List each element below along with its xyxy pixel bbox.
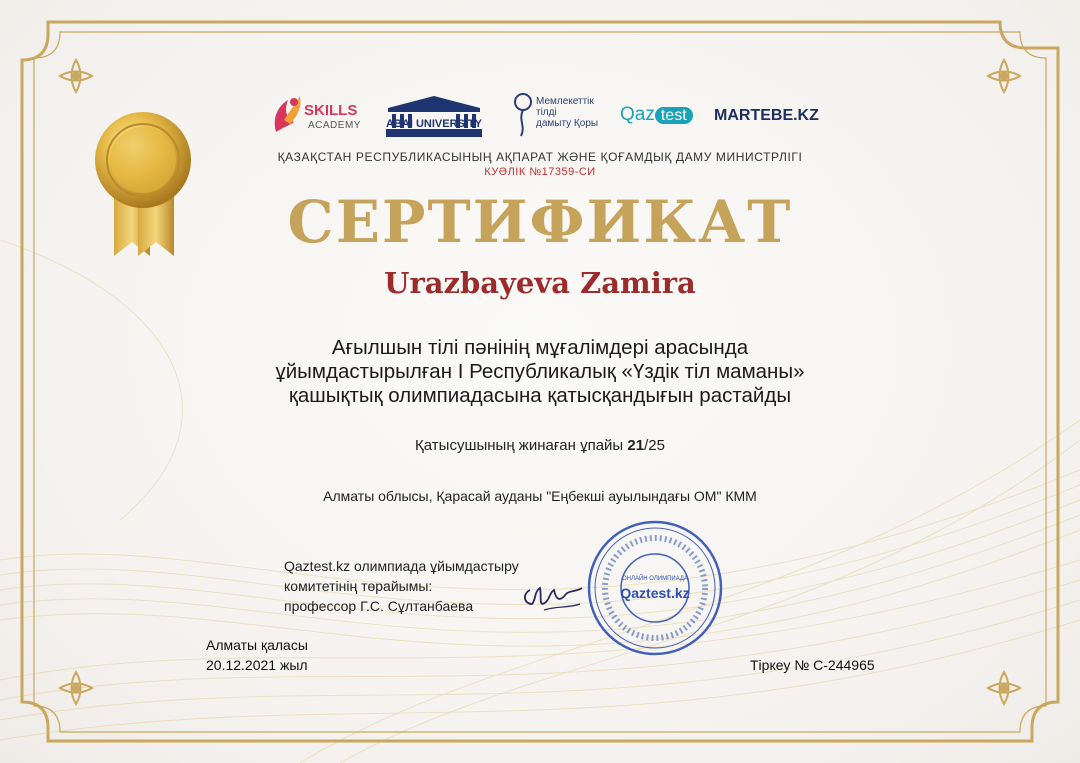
abai-logo-text: ABAI UNIVERSITY xyxy=(386,118,482,130)
partner-logos xyxy=(270,92,819,142)
recipient-name: Urazbayeva Zamira xyxy=(384,266,696,300)
registration-number: Тіркеу № С-244965 xyxy=(750,657,875,673)
skills-academy-logo xyxy=(270,92,366,138)
certificate-title: СЕРТИФИКАТ xyxy=(287,188,793,256)
fund-figure-icon xyxy=(512,92,534,138)
skills-logo-word: SKILLS xyxy=(304,102,358,119)
qaztest-logo-part2: test xyxy=(655,107,693,124)
school-name: Алматы облысы, Қарасай ауданы "Еңбекші ауылындағы ОМ" КММ xyxy=(323,488,757,504)
fund-line-2: тілді xyxy=(536,107,557,118)
signatory-line-2: комитетінің төрайымы: xyxy=(284,578,433,594)
signatory-line-1: Qaztest.kz олимпиада ұйымдастыру xyxy=(284,558,519,574)
skills-figure-icon xyxy=(270,92,304,136)
ministry-line: ҚАЗАҚСТАН РЕСПУБЛИКАСЫНЫҢ АҚПАРАТ ЖӘНЕ ҚОҒАМДЫҚ ДАМУ МИНИСТРЛІГІ xyxy=(277,150,803,164)
abai-building-icon xyxy=(382,94,486,138)
score-line xyxy=(0,437,1080,454)
official-stamp xyxy=(585,518,725,658)
qaztest-logo xyxy=(620,104,693,126)
signatory-line-3: профессор Г.С. Сұлтанбаева xyxy=(284,598,474,614)
license-number: КУӘЛІК №17359-СИ xyxy=(484,166,596,178)
corner-ornament-icon xyxy=(988,60,1020,92)
abai-university-logo xyxy=(382,94,486,138)
qaztest-logo-part1: Qaz xyxy=(620,104,655,125)
fund-line-3: дамыту Қоры xyxy=(536,118,599,129)
stamp-small-text: ОНЛАЙН ОЛИМПИАДА xyxy=(622,576,688,582)
body-line-2: ұйымдастырылған I Республикалық «Үздік тіл маманы» xyxy=(275,360,805,383)
corner-ornament-icon xyxy=(988,672,1020,704)
fund-logo-text xyxy=(536,96,598,129)
body-line-3: қашықтық олимпиадасына қатысқандығын растайды xyxy=(288,384,792,407)
score-label: Қатысушының жинаған ұпайы xyxy=(415,437,624,454)
fund-line-1: Мемлекеттік xyxy=(536,96,594,107)
language-fund-logo xyxy=(510,92,610,140)
martebe-logo: MARTEBE.KZ xyxy=(714,107,819,124)
body-line-1: Ағылшын тілі пәнінің мұғалімдері арасында xyxy=(331,336,749,359)
signature-image xyxy=(520,578,590,618)
issue-place: Алматы қаласы xyxy=(206,637,308,653)
corner-ornament-icon xyxy=(60,60,92,92)
issue-date: 20.12.2021 жыл xyxy=(206,657,308,673)
score-max: /25 xyxy=(644,437,665,454)
stamp-center-text: Qaztest.kz xyxy=(620,585,690,601)
skills-logo-sub: ACADEMY xyxy=(308,120,361,131)
corner-ornament-icon xyxy=(60,672,92,704)
score-value: 21 xyxy=(627,437,645,454)
